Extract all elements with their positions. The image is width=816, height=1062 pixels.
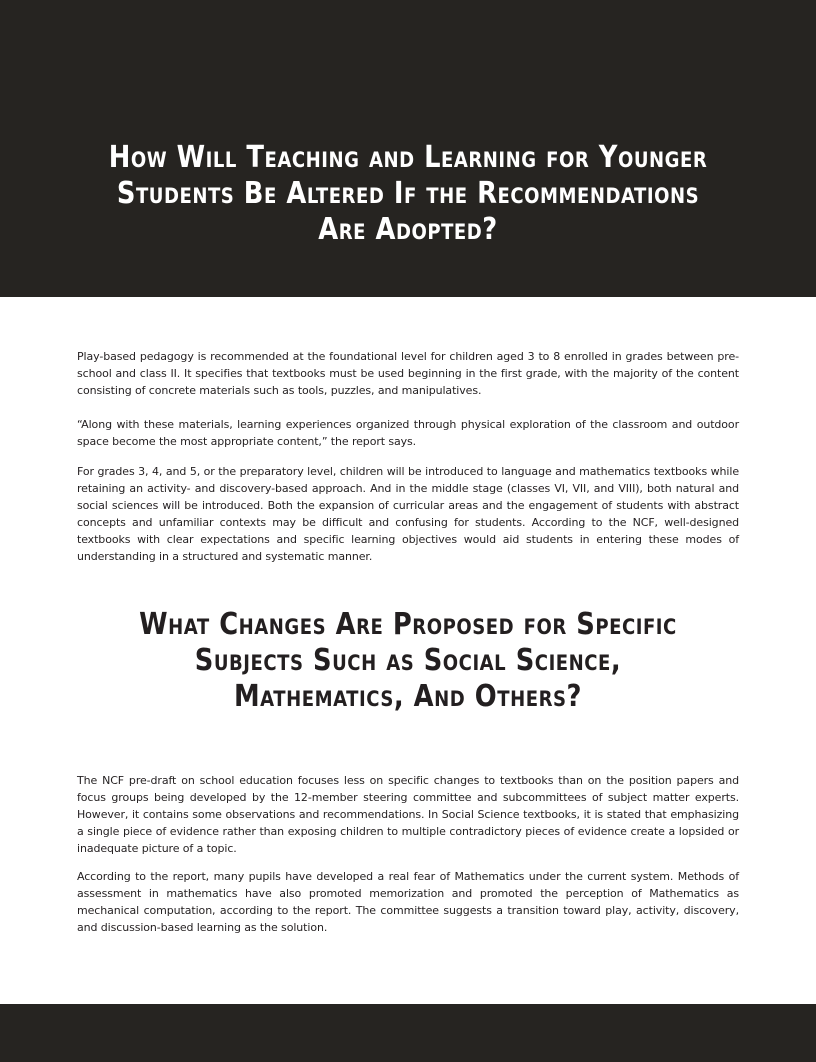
section-1-heading-line-3: Are Adopted? <box>318 212 498 247</box>
section-1-heading-line-2: Students Be Altered If the Recommendations <box>116 176 700 211</box>
section-2-heading-line-1: What Changes Are Proposed for Specific <box>139 607 677 642</box>
section-2-heading <box>92 607 725 715</box>
section-1-heading <box>92 140 725 248</box>
section-1-paragraph-3: For grades 3, 4, and 5, or the preparatory level, children will be introduced to language and mathematics textbooks while retaining an activity- and discovery-based approach. And in the middle stage (classes VI, VII, and VIII), both natural and social sciences will be introduced. Both the expansion of curricular areas and the engagement of students with abstract concepts and unfamiliar contexts may be difficult and confusing for students. According to the NCF, well-designed textbooks with clear expectations and specific learning objectives would aid students in entering these modes of understanding in a structured and systematic manner. <box>77 465 739 563</box>
section-2-heading-line-2: Subjects Such as Social Science, <box>194 643 622 678</box>
section-2-paragraph-1: The NCF pre-draft on school education focuses less on specific changes to textbooks than on the position papers and focus groups being developed by the 12-member steering committee and subcommittees of subject matter experts. However, it contains some observations and recommendations. In Social Science textbooks, it is stated that emphasizing a single piece of evidence rather than exposing children to multiple contradictory pieces of evidence create a lopsided or inadequate picture of a topic. <box>77 774 739 855</box>
section-1-paragraph-1: Play-based pedagogy is recommended at the foundational level for children aged 3 to 8 enrolled in grades between pre-school and class II. It specifies that textbooks must be used beginning in the first grade, with the majority of the content consisting of concrete materials such as tools, puzzles, and manipulatives. <box>77 350 739 397</box>
section-1-heading-line-1: How Will Teaching and Learning for Younger <box>108 140 708 175</box>
section-2-heading-line-3: Mathematics, And Others? <box>233 679 583 714</box>
footer-band <box>0 1004 816 1062</box>
section-2-paragraph-2: According to the report, many pupils have developed a real fear of Mathematics under the current system. Methods of assessment in mathematics have also promoted memorization and promoted the perception of Mathematics as mechanical computation, according to the report. The committee suggests a transition toward play, activity, discovery, and discussion-based learning as the solution. <box>77 870 739 934</box>
section-1-paragraph-2: “Along with these materials, learning experiences organized through physical exploration of the classroom and outdoor space become the most appropriate content,” the report says. <box>77 418 739 448</box>
